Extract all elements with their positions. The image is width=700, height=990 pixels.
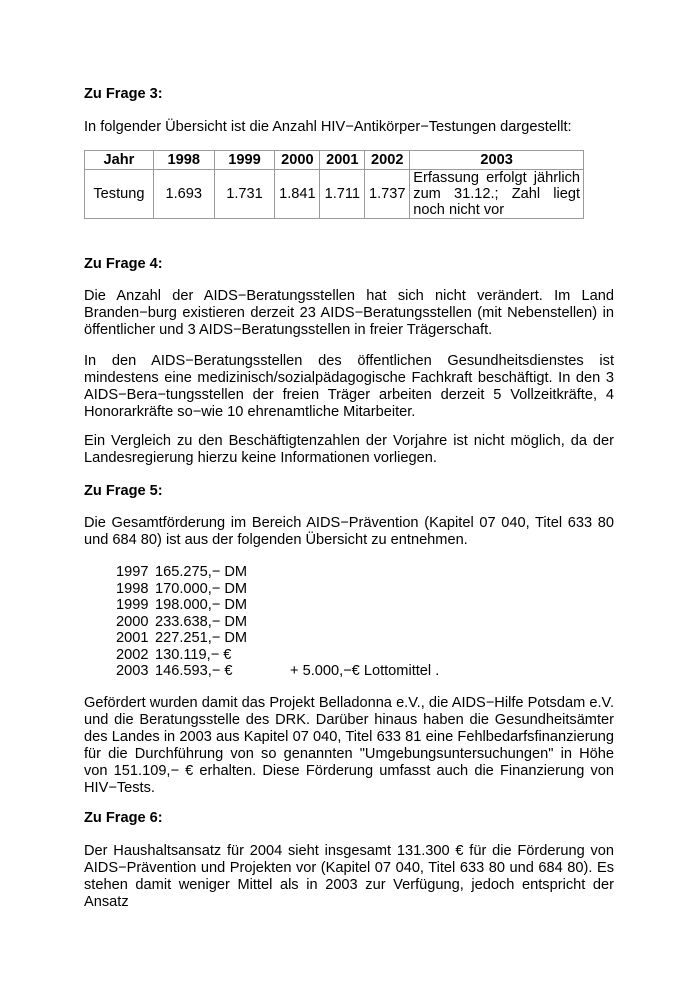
list-item xyxy=(116,564,439,581)
funding-list xyxy=(116,564,439,680)
frage-3-intro: In folgender Übersicht ist die Anzahl HIV−Antikörper−Testungen dargestellt: xyxy=(84,119,572,135)
heading-frage-3: Zu Frage 3: xyxy=(84,86,163,102)
table-header: Jahr xyxy=(85,151,154,170)
frage-5-intro: Die Gesamtförderung im Bereich AIDS−Prävention (Kapitel 07 040, Titel 633 80 und 684 80) ist aus der folgenden Übersicht zu entnehmen. xyxy=(84,515,614,548)
heading-frage-6: Zu Frage 6: xyxy=(84,810,163,826)
list-item xyxy=(116,581,439,598)
funding-amount: 130.119,− € xyxy=(155,646,232,663)
funding-year: 2003 xyxy=(116,663,149,679)
testing-table-wrapper xyxy=(84,150,614,219)
funding-amount: 170.000,− DM xyxy=(155,580,248,597)
funding-amount: 146.593,− € xyxy=(155,663,233,679)
note-line: noch nicht vor xyxy=(413,202,505,218)
note-line: Erfassung erfolgt jährlich xyxy=(413,170,580,186)
funding-amount: 198.000,− DM xyxy=(155,597,248,613)
funding-amount: 165.275,− DM xyxy=(155,564,248,580)
funding-amount: 227.251,− DM xyxy=(155,630,248,646)
table-cell: 1.711 xyxy=(320,170,365,219)
note-line: zum 31.12.; Zahl liegt xyxy=(413,186,580,202)
funding-year: 2000 xyxy=(116,613,149,630)
funding-amount: 233.638,− DM xyxy=(155,613,248,630)
frage-6-paragraph-1: Der Haushaltsansatz für 2004 sieht insgesamt 131.300 € für die Förderung von AIDS−Prävention und Projekten vor (Kapitel 07 040, Titel 633 80 und 684 80). Es stehen damit weniger Mittel als in 2003 zur Verfügung, jedoch entspricht der Ansatz xyxy=(84,843,614,910)
heading-frage-5: Zu Frage 5: xyxy=(84,483,163,499)
funding-year: 1997 xyxy=(116,564,149,580)
list-item xyxy=(116,663,439,680)
table-cell: 1.693 xyxy=(153,170,214,219)
list-item xyxy=(116,614,439,631)
funding-extra: + 5.000,−€ Lottomittel . xyxy=(290,663,440,679)
list-item xyxy=(116,630,439,647)
testing-table xyxy=(84,150,584,219)
funding-year: 1998 xyxy=(116,580,149,597)
frage-5-paragraph-1: Gefördert wurden damit das Projekt Belladonna e.V., die AIDS−Hilfe Potsdam e.V. und die Beratungsstelle des DRK. Darüber hinaus haben die Gesundheitsämter des Landes in 2003 aus Kapitel 07 040, Titel 633 81 eine Fehlbedarfsfinanzierung für die Durchführung von so genannten "Umgebungsuntersuchungen" in Höhe von 151.109,− € erhalten. Diese Förderung umfasst auch die Finanzierung von HIV−Tests. xyxy=(84,695,614,796)
frage-4-paragraph-3: Ein Vergleich zu den Beschäftigtenzahlen der Vorjahre ist nicht möglich, da der Landesregierung hierzu keine Informationen vorliegen. xyxy=(84,433,614,466)
frage-4-paragraph-2: In den AIDS−Beratungsstellen des öffentlichen Gesundheitsdienstes ist mindestens eine medizinisch/sozialpädagogische Fachkraft beschäftigt. In den 3 AIDS−Bera−tungsstellen der freien Träger arbeiten derzeit 5 Vollzeitkräfte, 4 Honorarkräfte so−wie 10 ehrenamtliche Mitarbeiter. xyxy=(84,353,614,420)
frage-4-paragraph-1: Die Anzahl der AIDS−Beratungsstellen hat sich nicht verändert. Im Land Branden−burg existieren derzeit 23 AIDS−Beratungsstellen (mit Nebenstellen) in öffentlicher und 3 AIDS−Beratungsstellen in freier Trägerschaft. xyxy=(84,288,614,338)
funding-year: 2002 xyxy=(116,646,149,663)
list-item xyxy=(116,647,439,664)
list-item xyxy=(116,597,439,614)
table-cell: 1.731 xyxy=(214,170,275,219)
table-header: 2002 xyxy=(365,151,410,170)
table-header-row xyxy=(85,151,584,170)
table-row xyxy=(85,170,584,219)
table-header: 1998 xyxy=(153,151,214,170)
funding-year: 2001 xyxy=(116,630,149,646)
table-cell-label: Testung xyxy=(85,170,154,219)
table-cell-note xyxy=(410,170,584,219)
table-header: 2001 xyxy=(320,151,365,170)
table-cell: 1.841 xyxy=(275,170,320,219)
table-header: 2000 xyxy=(275,151,320,170)
funding-year: 1999 xyxy=(116,597,149,613)
table-cell: 1.737 xyxy=(365,170,410,219)
table-header: 2003 xyxy=(410,151,584,170)
table-header: 1999 xyxy=(214,151,275,170)
heading-frage-4: Zu Frage 4: xyxy=(84,256,163,272)
